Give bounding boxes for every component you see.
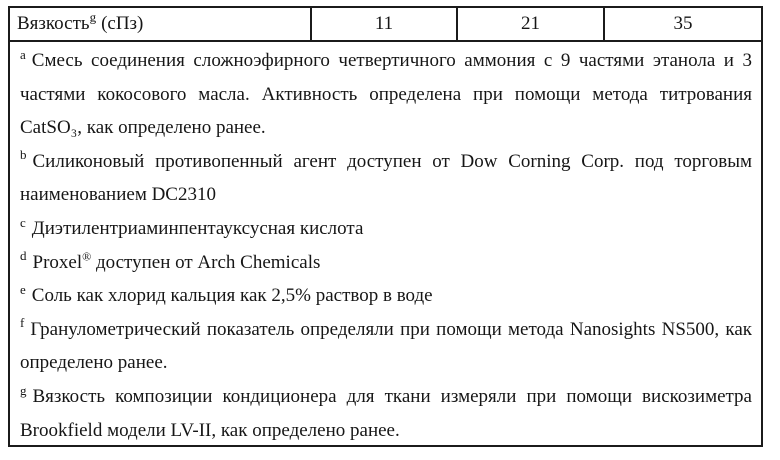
viscosity-label-cell (10, 8, 312, 40)
footnote-e (20, 279, 752, 313)
viscosity-value-2: 21 (521, 13, 540, 34)
footnote-text: Proxel (32, 251, 83, 273)
footnote-text: Силиконовый противопенный агент доступен от Dow Corning Corp. под торговым наименованием DC2310 (20, 150, 752, 206)
footnote-c (20, 212, 752, 246)
viscosity-value-cell (605, 8, 761, 40)
viscosity-footnote-ref: g (89, 9, 97, 25)
footnote-marker-b: b (20, 147, 27, 163)
footnote-d (20, 246, 752, 280)
footnote-f (20, 313, 752, 380)
footnote-text: Соль как хлорид кальция как 2,5% раствор в воде (31, 285, 433, 307)
footnote-text: Гранулометрический показатель определяли при помощи метода Nanosights NS500, как определено ранее. (20, 318, 752, 374)
footnote-marker-e: e (20, 281, 26, 297)
viscosity-value-cell (312, 8, 458, 40)
footnote-b (20, 145, 752, 212)
viscosity-table-row (10, 8, 761, 42)
footnotes-section (10, 42, 761, 447)
viscosity-value-1: 11 (374, 13, 394, 34)
viscosity-label (17, 9, 144, 35)
footnote-marker-g: g (20, 382, 27, 398)
footnote-marker-a: a (20, 46, 26, 62)
footnote-g (20, 380, 752, 447)
registered-trademark-symbol: ® (82, 249, 92, 264)
footnote-text: Смесь соединения сложноэфирного четвертичного аммония с 9 частями этанола и 3 частями кокосового масла. Активность определена при помощи метода титрования CatSO₃, как определено ранее. (20, 50, 752, 139)
footnote-text: Вязкость композиции кондиционера для ткани измеряли при помощи вискозиметра Brookfield модели LV-II, как определено ранее. (20, 385, 752, 441)
viscosity-label-text: Вязкость (17, 13, 90, 34)
document-table-frame (8, 6, 763, 447)
footnote-marker-f: f (20, 315, 25, 331)
footnote-a (20, 44, 752, 145)
viscosity-value-cell (458, 8, 605, 40)
footnote-marker-d: d (20, 248, 27, 264)
viscosity-value-3: 35 (673, 13, 693, 34)
footnote-text: Диэтилентриаминпентауксусная кислота (31, 217, 364, 239)
footnote-text: доступен от Arch Chemicals (91, 251, 321, 273)
footnote-marker-c: c (20, 214, 26, 230)
viscosity-unit: (сПз) (101, 13, 144, 34)
